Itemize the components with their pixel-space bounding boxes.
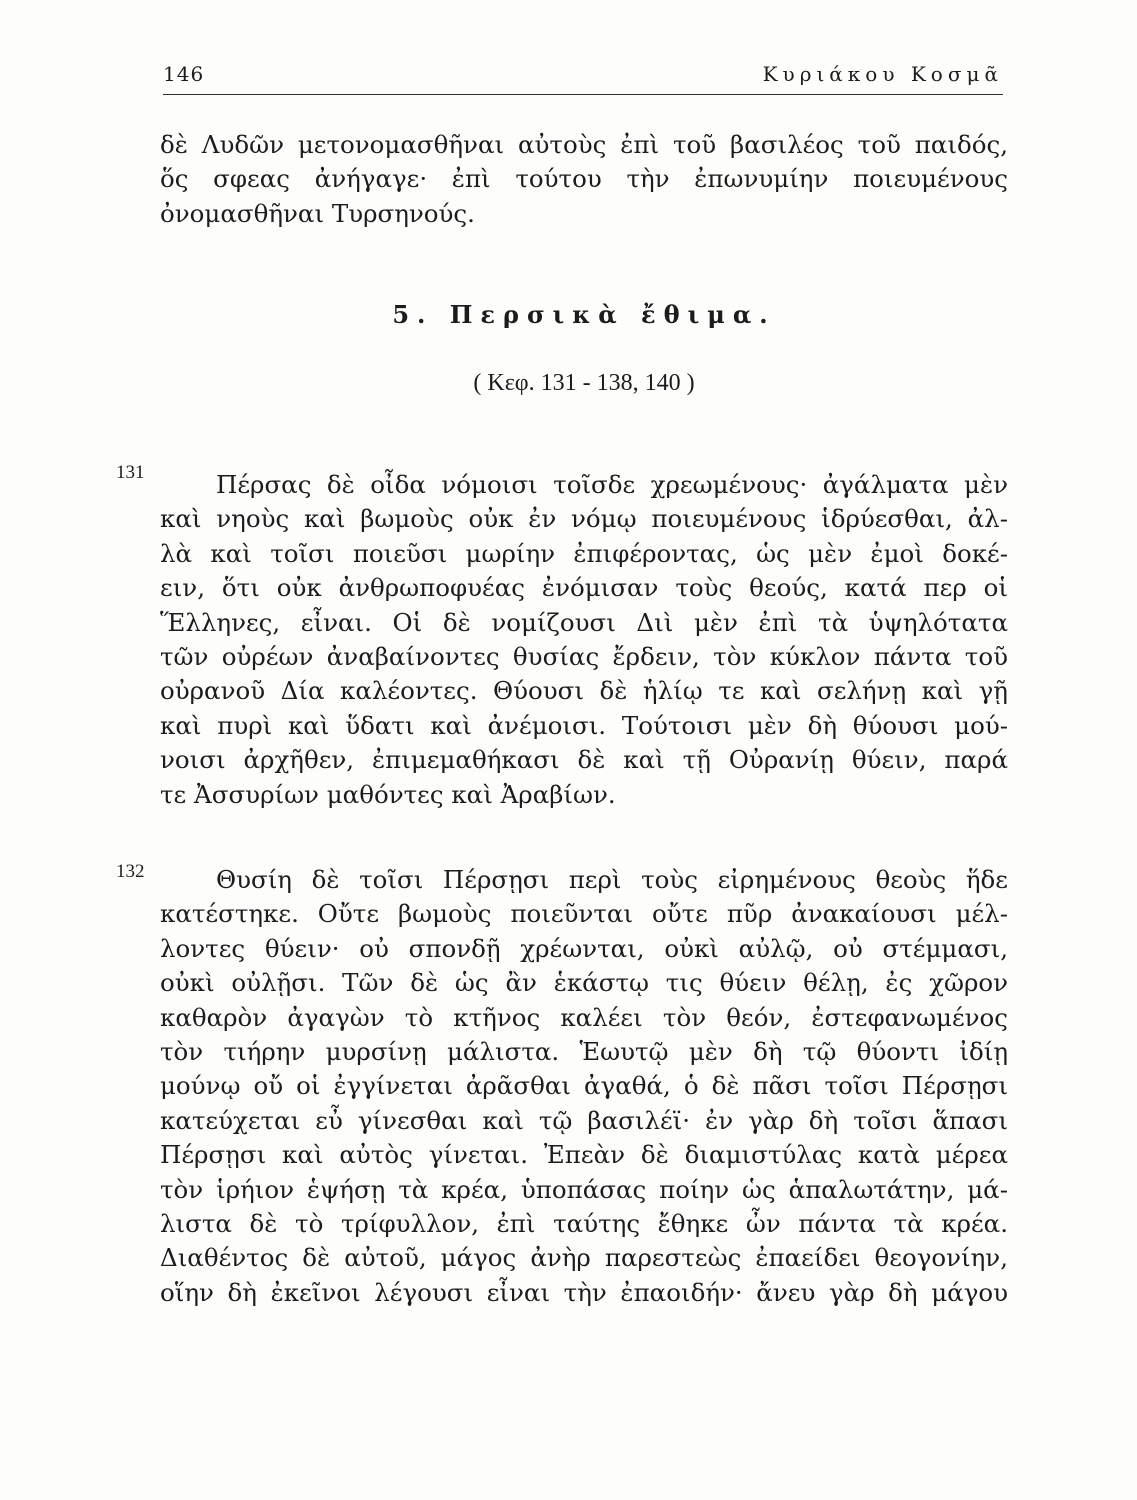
text-line: λιστα δὲ τὸ τρίφυλλον, ἐπὶ ταύτης ἔθηκε ὦν πάντα τὰ κρέα. bbox=[160, 1209, 1008, 1239]
text-line: κατέστηκε. Οὔτε βωμοὺς ποιεῦνται οὔτε πῦρ ἀνακαίουσι μέλ- bbox=[160, 899, 1008, 929]
intro-paragraph bbox=[160, 128, 1008, 231]
header-rule bbox=[163, 94, 1003, 95]
text-line: καὶ πυρὶ καὶ ὕδατι καὶ ἀνέμοισι. Τούτοισι μὲν δὴ θύουσι μού- bbox=[160, 710, 1008, 740]
text-line: λοντες θύειν· οὐ σπονδῇ χρέωνται, οὐκὶ αὐλῷ, οὐ στέμμασι, bbox=[160, 933, 1008, 963]
text-line: ὀνομασθῆναι Τυρσηνούς. bbox=[160, 198, 475, 228]
text-line: δὲ Λυδῶν μετονομασθῆναι αὐτοὺς ἐπὶ τοῦ βασιλέος τοῦ παιδός, bbox=[160, 130, 1008, 159]
section-title: 5. Περσικὰ ἔθιμα. bbox=[392, 300, 776, 329]
chapter-reference: ( Κεφ. 131 - 138, 140 ) bbox=[473, 370, 695, 396]
page-number: 146 bbox=[163, 62, 205, 86]
text-line: Πέρσῃσι καὶ αὐτὸς γίνεται. Ἐπεὰν δὲ διαμιστύλας κατὰ μέρεα bbox=[160, 1140, 1008, 1170]
text-line: τῶν οὐρέων ἀναβαίνοντες θυσίας ἔρδειν, τὸν κύκλον πάντα τοῦ bbox=[160, 642, 1008, 672]
text-line: νοισι ἀρχῆθεν, ἐπιμεμαθήκασι δὲ καὶ τῇ Οὐρανίῃ θύειν, παρά bbox=[160, 745, 1008, 775]
text-line: Θυσίη δὲ τοῖσι Πέρσῃσι περὶ τοὺς εἰρημένους θεοὺς ἥδε bbox=[216, 865, 1008, 894]
paragraph-131 bbox=[160, 468, 1008, 812]
page-header bbox=[163, 62, 1003, 98]
margin-number-131: 131 bbox=[116, 462, 145, 483]
text-line: κατεύχεται εὖ γίνεσθαι καὶ τῷ βασιλέϊ· ἐν γὰρ δὴ τοῖσι ἅπασι bbox=[160, 1105, 1008, 1135]
paragraph-132 bbox=[160, 863, 1008, 1310]
text-line: ὅς σφεας ἀνήγαγε· ἐπὶ τούτου τὴν ἐπωνυμίην ποιευμένους bbox=[160, 164, 1008, 194]
text-line: ειν, ὅτι οὐκ ἀνθρωποφυέας ἐνόμισαν τοὺς θεούς, κατά περ οἱ bbox=[160, 573, 1008, 603]
text-line: οὐρανοῦ Δία καλέοντες. Θύουσι δὲ ἡλίῳ τε καὶ σελήνῃ καὶ γῇ bbox=[160, 676, 1008, 706]
text-line: οὐκὶ οὐλῇσι. Τῶν δὲ ὡς ἂν ἑκάστῳ τις θύειν θέλῃ, ἐς χῶρον bbox=[160, 968, 1008, 998]
text-line: τὸν ἱρήιον ἑψήσῃ τὰ κρέα, ὑποπάσας ποίην ὡς ἁπαλωτάτην, μά- bbox=[160, 1174, 1008, 1204]
text-line: Διαθέντος δὲ αὐτοῦ, μάγος ἀνὴρ παρεστεὼς ἐπαείδει θεογονίην, bbox=[160, 1243, 1008, 1273]
text-line: λὰ καὶ τοῖσι ποιεῦσι μωρίην ἐπιφέροντας, ὡς μὲν ἐμοὶ δοκέ- bbox=[160, 538, 1008, 568]
margin-number-132: 132 bbox=[116, 861, 145, 882]
text-line: καθαρὸν ἀγαγὼν τὸ κτῆνος καλέει τὸν θεόν, ἐστεφανωμένος bbox=[160, 1002, 1008, 1032]
text-line: τε Ἀσσυρίων μαθόντες καὶ Ἀραβίων. bbox=[160, 779, 616, 809]
text-line: Ἕλληνες, εἶναι. Οἱ δὲ νομίζουσι Διὶ μὲν ἐπὶ τὰ ὑψηλότατα bbox=[160, 607, 1008, 637]
text-line: μούνῳ οὔ οἱ ἐγγίνεται ἀρᾶσθαι ἀγαθά, ὁ δὲ πᾶσι τοῖσι Πέρσῃσι bbox=[160, 1071, 1008, 1101]
running-title: Κυριάκου Κοσμᾶ bbox=[762, 62, 1003, 86]
text-line: καὶ νηοὺς καὶ βωμοὺς οὐκ ἐν νόμῳ ποιευμένους ἱδρύεσθαι, ἀλ- bbox=[160, 504, 1008, 534]
text-line: οἵην δὴ ἐκεῖνοι λέγουσι εἶναι τὴν ἐπαοιδήν· ἄνευ γὰρ δὴ μάγου bbox=[160, 1277, 1008, 1307]
text-line: Πέρσας δὲ οἶδα νόμοισι τοῖσδε χρεωμένους· ἀγάλματα μὲν bbox=[216, 470, 1008, 499]
text-line: τὸν τιήρην μυρσίνῃ μάλιστα. Ἑωυτῷ μὲν δὴ τῷ θύοντι ἰδίῃ bbox=[160, 1037, 1008, 1067]
